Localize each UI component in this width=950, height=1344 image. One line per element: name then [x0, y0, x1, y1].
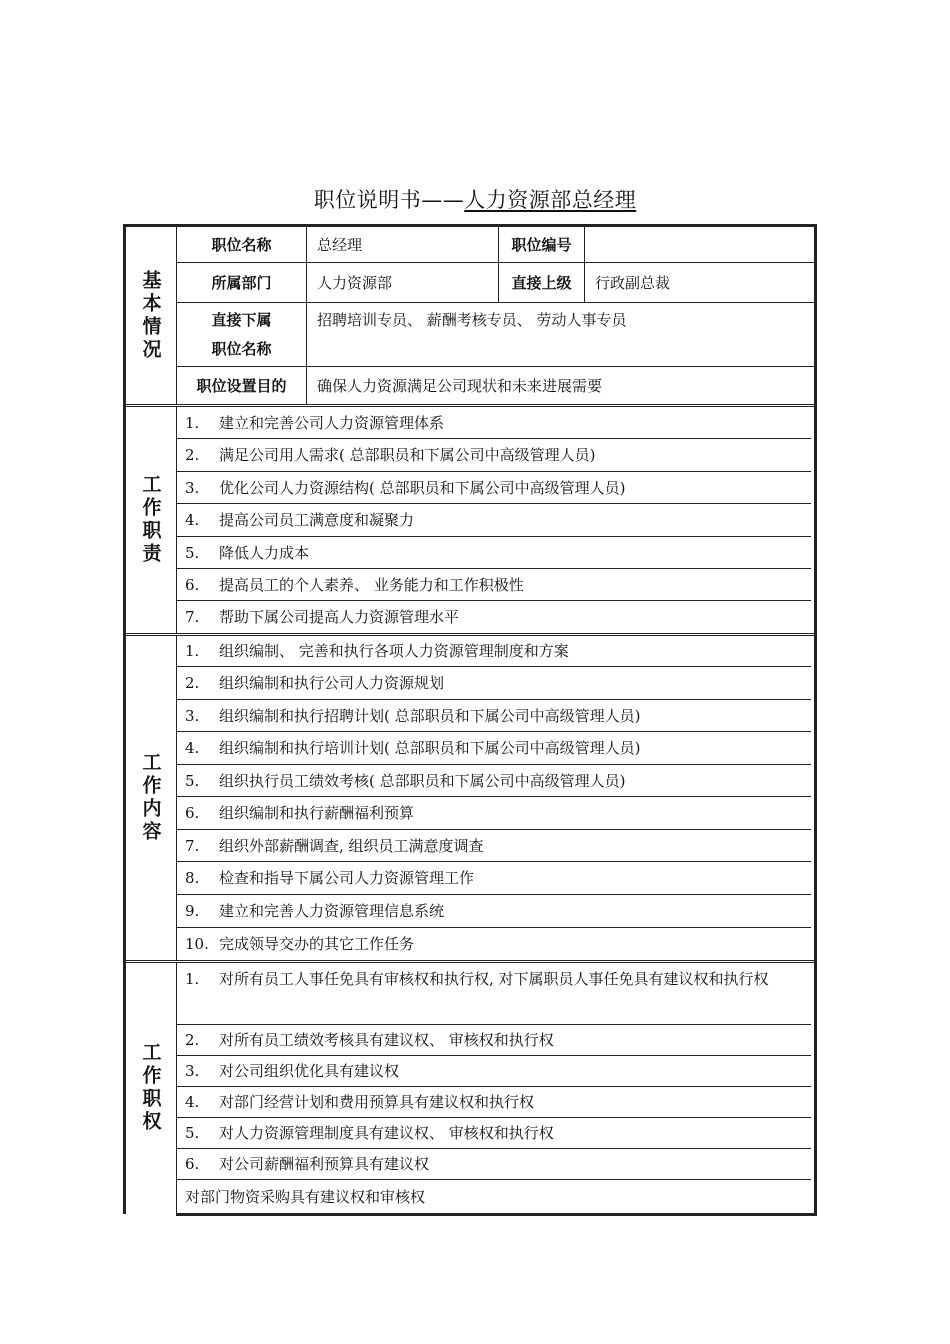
content-item: 4. 组织编制和执行培训计划( 总部职员和下属公司中高级管理人员): [177, 732, 811, 765]
content-item: 2. 组织编制和执行公司人力资源规划: [177, 667, 811, 700]
subordinate-value: 招聘培训专员、 薪酬考核专员、 劳动人事专员: [307, 303, 814, 367]
section-label-content: 工作内容: [126, 636, 177, 960]
authority-item: 4. 对部门经营计划和费用预算具有建议权和执行权: [177, 1087, 811, 1118]
content-item: 6. 组织编制和执行薪酬福利预算: [177, 797, 811, 830]
dept-label: 所属部门: [177, 263, 307, 303]
content-item: 5. 组织执行员工绩效考核( 总部职员和下属公司中高级管理人员): [177, 765, 811, 797]
section-label-authority: 工作职权: [126, 963, 177, 1213]
content-item: 9. 建立和完善人力资源管理信息系统: [177, 895, 811, 928]
duty-item: 6. 提高员工的个人素养、 业务能力和工作积极性: [177, 569, 811, 601]
authority-item: 5. 对人力资源管理制度具有建议权、 审核权和执行权: [177, 1118, 811, 1149]
job-name-value: 总经理: [307, 227, 499, 263]
duty-item: 5. 降低人力成本: [177, 537, 811, 569]
content-item: 10. 完成领导交办的其它工作任务: [185, 935, 415, 953]
authority-item: 6. 对公司薪酬福利预算具有建议权: [177, 1149, 811, 1180]
table-border-bottom: [176, 1213, 817, 1216]
content-item: 8. 检查和指导下属公司人力资源管理工作: [177, 862, 811, 895]
purpose-value: 确保人力资源满足公司现状和未来进展需要: [317, 377, 603, 395]
subordinate-label-line1: 直接下属: [211, 310, 272, 329]
duty-item: 4. 提高公司员工满意度和凝聚力: [177, 504, 811, 537]
superior-value: 行政副总裁: [585, 263, 814, 303]
section-label-duties: 工作职责: [126, 407, 177, 633]
job-description-table: [123, 224, 817, 1216]
authority-item: 1. 对所有员工人事任免具有审核权和执行权, 对下属职员人事任免具有建议权和执行权: [177, 963, 811, 1025]
content-item: 3. 组织编制和执行招聘计划( 总部职员和下属公司中高级管理人员): [177, 700, 811, 732]
job-code-value: [585, 227, 814, 263]
subordinate-label-line2: 职位名称: [211, 339, 272, 358]
title-prefix: 职位说明书——: [313, 188, 465, 212]
superior-label: 直接上级: [499, 263, 585, 303]
content-item: 7. 组织外部薪酬调查, 组织员工满意度调查: [177, 830, 811, 862]
dept-value: 人力资源部: [307, 263, 499, 303]
title-position: 人力资源部总经理: [464, 188, 637, 212]
job-name-label: 职位名称: [177, 227, 307, 263]
section-label-basic: 基本情况: [126, 227, 177, 404]
job-code-label: 职位编号: [499, 227, 585, 263]
authority-item: 2. 对所有员工绩效考核具有建议权、 审核权和执行权: [177, 1025, 811, 1056]
document-title: [0, 184, 950, 214]
duty-item: 7. 帮助下属公司提高人力资源管理水平: [185, 608, 460, 626]
authority-last-item: 对部门物资采购具有建议权和审核权: [185, 1187, 426, 1206]
duty-item: 3. 优化公司人力资源结构( 总部职员和下属公司中高级管理人员): [177, 472, 811, 504]
content-item: 1. 组织编制、 完善和执行各项人力资源管理制度和方案: [177, 636, 811, 667]
duty-item: 2. 满足公司用人需求( 总部职员和下属公司中高级管理人员): [177, 439, 811, 472]
purpose-label: 职位设置目的: [177, 367, 307, 404]
duty-item: 1. 建立和完善公司人力资源管理体系: [177, 407, 811, 439]
subordinate-label: [177, 303, 307, 367]
authority-item: 3. 对公司组织优化具有建议权: [177, 1056, 811, 1087]
